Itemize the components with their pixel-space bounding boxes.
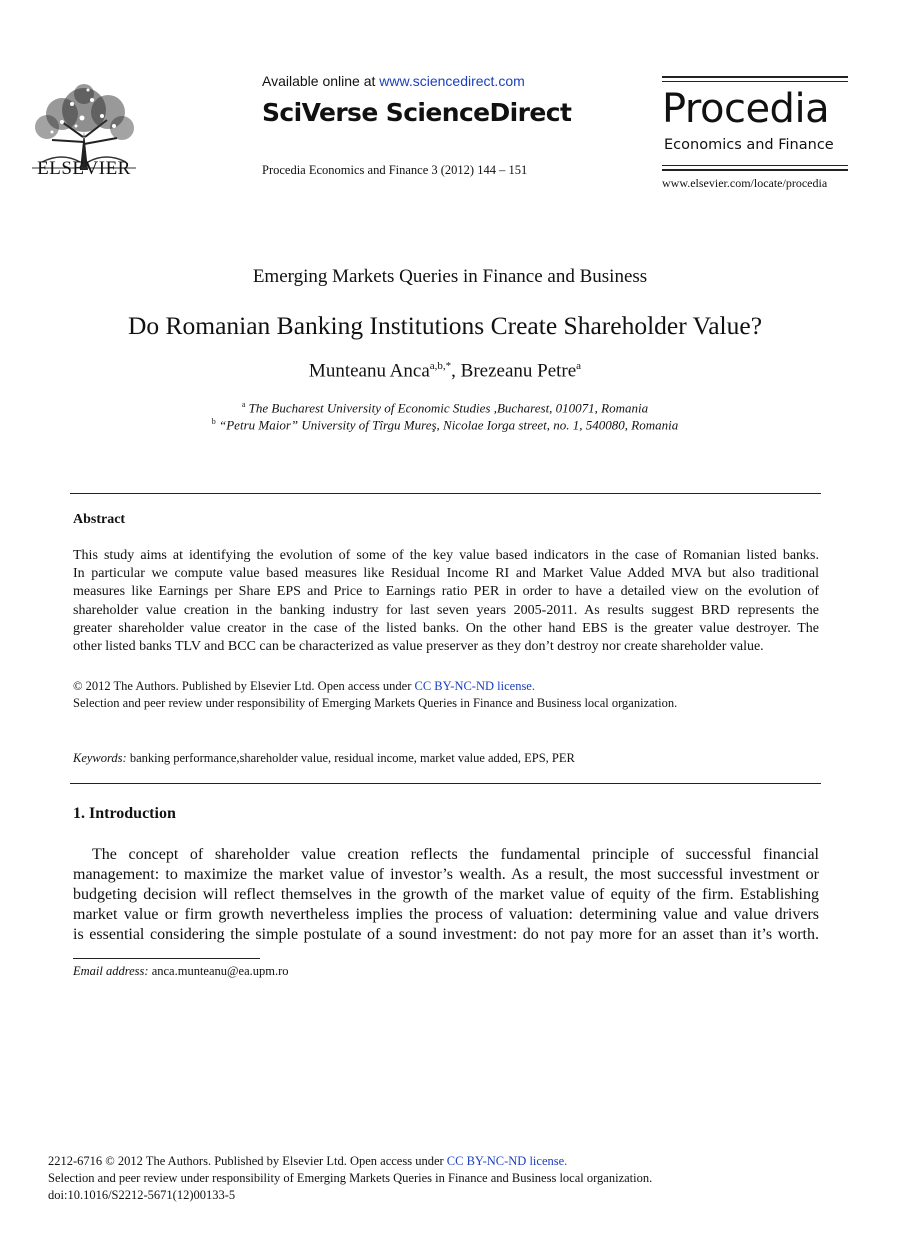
- affiliation-b: [0, 417, 890, 433]
- footer-license-link[interactable]: CC BY-NC-ND license.: [446, 1154, 568, 1168]
- email-address: anca.munteanu@ea.upm.ro: [148, 964, 289, 978]
- procedia-rule: [662, 169, 848, 171]
- introduction-line: The concept of shareholder value creation reflects the fundamental principle of successful financial: [92, 846, 819, 863]
- abstract-line: This study aims at identifying the evolution of some of the key value based indicators in the case of Romanian listed banks.: [73, 548, 819, 563]
- procedia-logo-subtitle: Economics and Finance: [664, 137, 834, 153]
- introduction-line: is essential considering the simple postulate of a sound investment: do not pay more for an asset than it’s worth.: [73, 926, 819, 943]
- introduction-text: [73, 845, 819, 945]
- author-name: Munteanu Anca: [308, 360, 430, 382]
- copyright-notice: [73, 679, 535, 694]
- procedia-rule: [662, 76, 848, 78]
- author-affiliation-marker: a,b,*: [429, 360, 452, 372]
- abstract-line: In particular we compute value based measures like Residual Income RI and Market Value Added MVA but also traditional: [73, 566, 819, 582]
- affiliation-marker: b: [211, 417, 216, 426]
- footnote-divider: [73, 958, 260, 959]
- keywords: [73, 751, 575, 766]
- abstract-heading: Abstract: [73, 512, 126, 527]
- keywords-label: Keywords:: [73, 751, 127, 765]
- procedia-rule: [662, 165, 848, 166]
- elsevier-wordmark: ELSEVIER: [37, 158, 131, 179]
- section-divider: [70, 783, 821, 784]
- abstract-line: other listed banks TLV and BCC can be characterized as value preserver as they don’t destroy nor create shareholder value.: [73, 639, 764, 655]
- affiliation-a: [0, 400, 890, 416]
- affiliation-marker: a: [241, 400, 246, 409]
- procedia-logo-title: Procedia: [662, 86, 830, 132]
- author-list: [0, 360, 890, 382]
- available-prefix: Available online at: [262, 73, 380, 89]
- footer-copyright-text: 2212-6716 © 2012 The Authors. Published by Elsevier Ltd. Open access under: [48, 1154, 447, 1168]
- author-name: Brezeanu Petre: [460, 360, 577, 382]
- available-online: [262, 73, 525, 89]
- introduction-line: management: to maximize the market value of investor’s wealth. As a result, the most successful investment or: [73, 866, 819, 883]
- introduction-line: market value or firm growth nevertheless implies the process of valuation: determining value and value drivers: [73, 906, 819, 923]
- copyright-text: © 2012 The Authors. Published by Elsevier Ltd. Open access under: [73, 679, 415, 693]
- abstract-line: measures like Earnings per Share EPS and Price to Earnings ratio PER in order to have a detailed view on the evolution of: [73, 584, 819, 600]
- footer-peer-review: Selection and peer review under responsibility of Emerging Markets Queries in Finance and Business local organization.: [48, 1171, 653, 1185]
- paper-title: Do Romanian Banking Institutions Create Shareholder Value?: [127, 311, 763, 340]
- email-footnote: [73, 964, 289, 979]
- affiliation-text: The Bucharest University of Economic Studies ,Bucharest, 010071, Romania: [245, 400, 649, 416]
- sciverse-sciencedirect-logo: SciVerse ScienceDirect: [262, 98, 572, 127]
- section-divider: [70, 493, 821, 494]
- conference-name: Emerging Markets Queries in Finance and Business: [252, 266, 648, 287]
- footer-issn-copyright: [48, 1154, 567, 1169]
- email-label: Email address:: [73, 964, 149, 978]
- footer-doi: doi:10.1016/S2212-5671(12)00133-5: [48, 1188, 236, 1202]
- procedia-url-link[interactable]: www.elsevier.com/locate/procedia: [662, 176, 828, 190]
- abstract-line: greater shareholder value creator in the case of the listed banks. On the other hand EBS is the greater value destroyer. The: [73, 620, 819, 636]
- license-link[interactable]: CC BY-NC-ND license.: [414, 679, 535, 693]
- sciencedirect-link[interactable]: www.sciencedirect.com: [379, 73, 525, 89]
- peer-review-notice: Selection and peer review under responsibility of Emerging Markets Queries in Finance and Business local organization.: [73, 696, 678, 710]
- abstract-line: shareholder value creation in the banking industry for last seven years 2005-2011. As results suggest BRD represents the: [73, 602, 819, 618]
- procedia-rule: [662, 81, 848, 82]
- keywords-text: banking performance,shareholder value, residual income, market value added, EPS, PER: [126, 751, 575, 765]
- affiliation-text: “Petru Maior” University of Tîrgu Mureş, Nicolae Iorga street, no. 1, 540080, Romania: [215, 417, 679, 433]
- author-affiliation-marker: a: [576, 360, 582, 372]
- introduction-heading: 1. Introduction: [73, 805, 176, 822]
- introduction-line: budgeting decision will reflect themselves in the growth of the market value of equity of the firm. Establishing: [73, 886, 819, 903]
- author-separator: ,: [451, 360, 461, 382]
- journal-reference: Procedia Economics and Finance 3 (2012) 144 – 151: [262, 163, 528, 177]
- abstract-text: [73, 547, 819, 656]
